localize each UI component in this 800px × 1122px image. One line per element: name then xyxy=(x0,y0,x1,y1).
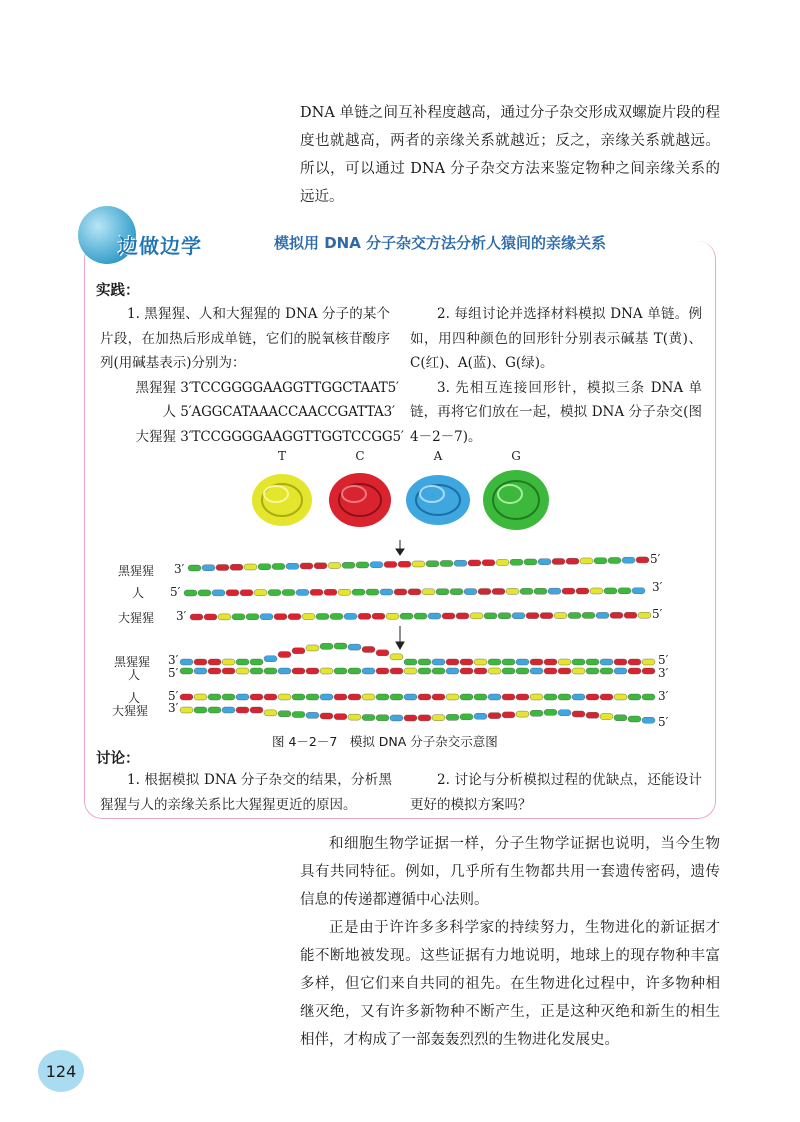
hybrid-human-link xyxy=(362,668,375,674)
strand-human-link xyxy=(436,589,449,595)
strand-gorilla-link xyxy=(260,614,273,620)
hybrid-gorilla-link xyxy=(278,711,291,717)
strand-chimp-link xyxy=(594,558,607,564)
step-2: 2. 每组讨论并选择材料模拟 DNA 单链。例如，用四种颜色的回形针分别表示碱基 T(黄)、C(红)、A(蓝)、G(绿)。 xyxy=(410,306,702,371)
hybrid-human-link xyxy=(306,668,319,674)
hybrid-human2-link xyxy=(558,694,571,700)
label-gorilla: 大猩猩 xyxy=(112,704,149,718)
species-name: 黑猩猩 xyxy=(135,379,176,396)
hybrid-human2-link xyxy=(334,694,347,700)
strand-chimp-link xyxy=(314,563,327,569)
strand-gorilla-link xyxy=(568,612,581,618)
hybrid-gorilla-link xyxy=(544,709,557,715)
hybrid-chimp-link xyxy=(572,659,585,665)
hybrid-chimp-link xyxy=(222,659,235,665)
strand-gorilla-link xyxy=(596,612,609,618)
dna-sequence: 3′TCCGGGGAAGGTTGGTCCGG5′ xyxy=(180,428,404,445)
hybrid-gorilla-link xyxy=(292,712,305,718)
practice-right-column xyxy=(410,302,702,449)
hybrid-chimp-link xyxy=(194,659,207,665)
label-chimp: 黑猩猩 xyxy=(114,655,151,669)
hybrid-human2-link xyxy=(614,694,627,700)
strand-human-link xyxy=(268,590,281,596)
strand-human-link xyxy=(254,590,267,596)
hybrid-gorilla-link xyxy=(180,707,193,713)
strand-human-link xyxy=(604,588,617,594)
end-label: 3′ xyxy=(652,580,663,594)
strand-gorilla-link xyxy=(302,614,315,620)
strand-chimp-link xyxy=(538,559,551,565)
hybrid-gorilla-link xyxy=(390,715,403,721)
hybrid-chimp-link xyxy=(642,659,655,665)
strand-human-link xyxy=(282,590,295,596)
hybrid-chimp-link xyxy=(334,643,347,649)
hybrid-human-link xyxy=(376,668,389,674)
strand-human-link xyxy=(492,588,505,594)
strand-chimp-link xyxy=(552,558,565,564)
hybrid-chimp-link xyxy=(376,650,389,656)
hybrid-gorilla-link xyxy=(460,714,473,720)
hybrid-human-link xyxy=(488,668,501,674)
discussion-left-column xyxy=(100,768,392,817)
hybrid-human2-link xyxy=(376,694,389,700)
paper-clip-piles xyxy=(240,448,560,538)
question-2: 2. 讨论与分析模拟过程的优缺点，还能设计更好的模拟方案吗？ xyxy=(410,772,702,813)
hybrid-human-link xyxy=(586,668,599,674)
strand-chimp-link xyxy=(202,565,215,571)
hybrid-human-link xyxy=(278,668,291,674)
label-chimp: 黑猩猩 xyxy=(118,564,155,578)
hybrid-human-link xyxy=(390,668,403,674)
hybrid-human2-link xyxy=(278,694,291,700)
step-1: 1. 黑猩猩、人和大猩猩的 DNA 分子的某个片段，在加热后形成单链，它们的脱氧核苷酸序列(用碱基表示)分别为： xyxy=(100,306,390,371)
hybrid-chimp-link xyxy=(390,654,403,660)
clip-pile-a xyxy=(406,475,470,525)
end-label: 5′ xyxy=(168,689,179,703)
activity-badge: 边做边学 xyxy=(118,234,202,258)
strand-gorilla-link xyxy=(232,614,245,620)
strand-chimp-link xyxy=(328,562,341,568)
label-human: 人 xyxy=(128,691,141,705)
hybrid-human-link xyxy=(250,668,263,674)
hybrid-human-link xyxy=(208,668,221,674)
strand-human-link xyxy=(338,589,351,595)
label-human: 人 xyxy=(128,668,141,682)
strand-human-link xyxy=(226,590,239,596)
strand-gorilla-link xyxy=(386,613,399,619)
strand-chimp-link xyxy=(482,560,495,566)
hybrid-gorilla-link xyxy=(614,715,627,721)
hybrid-gorilla-link xyxy=(572,711,585,717)
hybrid-human-link xyxy=(558,668,571,674)
hybrid-human-link xyxy=(502,668,515,674)
end-label: 3′ xyxy=(168,701,179,715)
hybrid-human-link xyxy=(194,668,207,674)
practice-left-column xyxy=(100,302,404,449)
hybrid-gorilla-link xyxy=(264,710,277,716)
strand-chimp-link xyxy=(510,559,523,565)
strand-chimp-link xyxy=(188,565,201,571)
hybrid-gorilla-link xyxy=(362,715,375,721)
species-name: 大猩猩 xyxy=(135,428,176,445)
hybrid-human-link xyxy=(348,668,361,674)
hybrid-chimp-link xyxy=(250,659,263,665)
paragraph-2: 和细胞生物学证据一样，分子生物学证据也说明，当今生物具有共同特征。例如，几乎所有生物都共用一套遗传密码，遗传信息的传递都遵循中心法则。 xyxy=(300,836,720,908)
end-label: 5′ xyxy=(658,653,669,667)
hybrid-gorilla-link xyxy=(586,712,599,718)
strand-gorilla-link xyxy=(638,612,651,618)
hybrid-chimp-link xyxy=(488,659,501,665)
end-label: 3′ xyxy=(658,666,669,680)
hybrid-chimp-link xyxy=(474,659,487,665)
strand-gorilla-link xyxy=(470,613,483,619)
strand-chimp-link xyxy=(566,558,579,564)
strand-chimp-link xyxy=(286,563,299,569)
strand-human-link xyxy=(380,589,393,595)
hybrid-human-link xyxy=(628,668,641,674)
hybrid-human2-link xyxy=(306,694,319,700)
hybrid-human2-link xyxy=(404,694,417,700)
hybrid-chimp-link xyxy=(530,659,543,665)
dna-sequence: 3′TCCGGGGAAGGTTGGCTAAT5′ xyxy=(180,379,399,396)
hybrid-human2-link xyxy=(516,694,529,700)
hybrid-human2-link xyxy=(264,694,277,700)
strand-gorilla-link xyxy=(554,613,567,619)
strand-human-link xyxy=(408,589,421,595)
hybrid-human-link xyxy=(292,668,305,674)
hybrid-human2-link xyxy=(502,694,515,700)
hybrid-human-link xyxy=(460,668,473,674)
strand-human-link xyxy=(240,590,253,596)
hybrid-chimp-link xyxy=(348,644,361,650)
hybrid-chimp-link xyxy=(418,659,431,665)
strand-chimp-link xyxy=(608,557,621,563)
hybrid-human2-link xyxy=(586,694,599,700)
hybrid-human2-link xyxy=(446,694,459,700)
hybrid-human2-link xyxy=(390,694,403,700)
hybrid-human2-link xyxy=(488,694,501,700)
hybrid-human-link xyxy=(600,668,613,674)
hybrid-chimp-link xyxy=(516,659,529,665)
hybrid-gorilla-link xyxy=(222,707,235,713)
hybrid-chimp-link xyxy=(460,659,473,665)
hybrid-gorilla-link xyxy=(488,713,501,719)
hybrid-gorilla-link xyxy=(418,715,431,721)
strand-chimp-link xyxy=(622,557,635,563)
strand-human-link xyxy=(352,589,365,595)
hybrid-gorilla-link xyxy=(642,717,655,723)
hybrid-human2-link xyxy=(180,694,193,700)
strand-human-link xyxy=(394,589,407,595)
clip-pile-g xyxy=(483,470,549,530)
strand-gorilla-link xyxy=(190,614,203,620)
strand-human-link xyxy=(520,588,533,594)
clip-label-c: C xyxy=(355,449,365,463)
hybrid-gorilla-link xyxy=(502,712,515,718)
end-label: 3′ xyxy=(174,562,185,576)
hybrid-chimp-link xyxy=(278,651,291,657)
strand-gorilla-link xyxy=(372,613,385,619)
hybrid-human-link xyxy=(544,668,557,674)
sequence-row xyxy=(100,400,395,425)
hybrid-gorilla-link xyxy=(516,711,529,717)
hybrid-human2-link xyxy=(460,694,473,700)
intro-text: DNA 单链之间互补程度越高，通过分子杂交形成双螺旋片段的程度也就越高，两者的亲缘关系就越近；反之，亲缘关系就越远。所以，可以通过 DNA 分子杂交方法来鉴定物种之间亲缘关系的远近。 xyxy=(300,105,720,205)
hybrid-human-link xyxy=(614,668,627,674)
hybrid-chimp-link xyxy=(432,659,445,665)
strand-gorilla-link xyxy=(484,613,497,619)
closing-paragraphs xyxy=(300,830,720,1054)
sequence-row xyxy=(100,376,399,401)
hybrid-chimp-link xyxy=(446,659,459,665)
hybrid-chimp-link xyxy=(404,659,417,665)
strand-chimp-link xyxy=(580,558,593,564)
hybrid-human2-link xyxy=(320,694,333,700)
strand-human-link xyxy=(534,588,547,594)
hybrid-human-link xyxy=(530,668,543,674)
figure-caption: 图 4－2－7 模拟 DNA 分子杂交示意图 xyxy=(272,734,498,749)
page-number: 124 xyxy=(38,1050,84,1092)
strand-chimp-link xyxy=(230,564,243,570)
hybrid-human2-link xyxy=(600,694,613,700)
strand-human-link xyxy=(296,589,309,595)
hybrid-gorilla-link xyxy=(432,715,445,721)
hybrid-human2-link xyxy=(208,694,221,700)
strand-gorilla-link xyxy=(414,613,427,619)
hybrid-gorilla-link xyxy=(600,714,613,720)
hybrid-gorilla-link xyxy=(628,716,641,722)
strand-human-link xyxy=(310,589,323,595)
hybrid-human-link xyxy=(446,668,459,674)
strand-gorilla-link xyxy=(316,613,329,619)
strand-gorilla-link xyxy=(442,613,455,619)
strand-chimp-link xyxy=(468,560,481,566)
label-gorilla: 大猩猩 xyxy=(118,611,155,625)
hybrid-chimp-link xyxy=(292,648,305,654)
end-label: 5′ xyxy=(652,607,663,621)
hybrid-human-link xyxy=(404,668,417,674)
hybrid-gorilla-link xyxy=(306,712,319,718)
hybrid-chimp-link xyxy=(544,659,557,665)
strand-gorilla-link xyxy=(582,612,595,618)
strand-gorilla-link xyxy=(344,613,357,619)
activity-title: 模拟用 DNA 分子杂交方法分析人猿间的亲缘关系 xyxy=(268,232,612,253)
hybrid-chimp-link xyxy=(236,659,249,665)
hybrid-human2-link xyxy=(292,694,305,700)
hybrid-human2-link xyxy=(432,694,445,700)
hybrid-human-link xyxy=(236,668,249,674)
hybrid-gorilla-link xyxy=(376,715,389,721)
end-label: 3′ xyxy=(658,689,669,703)
sequence-row xyxy=(100,425,404,450)
strand-chimp-link xyxy=(272,563,285,569)
hybrid-chimp-link xyxy=(306,645,319,651)
hybrid-human2-link xyxy=(418,694,431,700)
strand-human-link xyxy=(324,589,337,595)
down-arrow-icon xyxy=(396,540,404,555)
strand-human-link xyxy=(366,589,379,595)
strand-chimp-link xyxy=(258,564,271,570)
strand-chimp-link xyxy=(398,561,411,567)
hybrid-human2-link xyxy=(544,694,557,700)
hybrid-human-link xyxy=(642,668,655,674)
hybrid-human2-link xyxy=(628,694,641,700)
strand-chimp-link xyxy=(384,561,397,567)
question-1: 1. 根据模拟 DNA 分子杂交的结果，分析黑猩猩与人的亲缘关系比大猩猩更近的原因。 xyxy=(100,772,392,813)
strand-gorilla-link xyxy=(288,614,301,620)
strand-gorilla-link xyxy=(204,614,217,620)
strand-gorilla-link xyxy=(428,613,441,619)
strand-chimp-link xyxy=(524,559,537,565)
clip-pile-t xyxy=(252,474,312,526)
hybrid-gorilla-link xyxy=(208,707,221,713)
strand-gorilla-link xyxy=(540,613,553,619)
strand-human-link xyxy=(576,588,589,594)
down-arrow-icon xyxy=(396,626,404,649)
strand-human-link xyxy=(464,589,477,595)
end-label: 5′ xyxy=(170,585,181,599)
hybrid-chimp-link xyxy=(600,659,613,665)
strand-human-link xyxy=(548,588,561,594)
strand-gorilla-link xyxy=(456,613,469,619)
strand-human-link xyxy=(212,590,225,596)
strand-gorilla-link xyxy=(218,614,231,620)
hybrid-human2-link xyxy=(530,694,543,700)
hybrid-gorilla-link xyxy=(334,714,347,720)
hybrid-gorilla-link xyxy=(404,715,417,721)
hybrid-human2-link xyxy=(642,694,655,700)
hybrid-chimp-link xyxy=(558,659,571,665)
strand-human-link xyxy=(478,589,491,595)
strand-chimp-link xyxy=(370,562,383,568)
strand-chimp-link xyxy=(426,561,439,567)
end-label: 5′ xyxy=(658,715,669,729)
clip-label-g: G xyxy=(511,449,521,463)
hybrid-gorilla-link xyxy=(320,713,333,719)
strand-human-link xyxy=(506,588,519,594)
strand-human-link xyxy=(422,589,435,595)
hybrid-human-link xyxy=(474,668,487,674)
hybrid-chimp-link xyxy=(264,656,277,662)
hybrid-gorilla-link xyxy=(250,707,263,713)
hybrid-gorilla-link xyxy=(558,710,571,716)
hybrid-gorilla-link xyxy=(194,707,207,713)
hybrid-human2-link xyxy=(250,694,263,700)
hybrid-chimp-link xyxy=(614,659,627,665)
intro-paragraph xyxy=(300,99,720,211)
strand-human-link xyxy=(632,588,645,594)
practice-heading: 实践： xyxy=(96,283,140,299)
strand-gorilla-link xyxy=(274,614,287,620)
strand-human-link xyxy=(198,590,211,596)
strand-chimp-link xyxy=(356,562,369,568)
hybrid-human-link xyxy=(320,668,333,674)
hybrid-gorilla-link xyxy=(446,714,459,720)
strand-gorilla-link xyxy=(498,613,511,619)
hybrid-chimp-link xyxy=(502,659,515,665)
hybrid-human2-link xyxy=(194,694,207,700)
hybrid-human2-link xyxy=(572,694,585,700)
discussion-right-column xyxy=(410,768,702,817)
strand-chimp-link xyxy=(244,564,257,570)
strand-human-link xyxy=(450,589,463,595)
strand-gorilla-link xyxy=(624,612,637,618)
hybrid-human2-link xyxy=(222,694,235,700)
dna-sequence: 5′AGGCATAAACCAACCGATTA3′ xyxy=(180,404,395,420)
paragraph-3: 正是由于许许多多科学家的持续努力，生物进化的新证据才能不断地被发现。这些证据有力地说明，地球上的现存物种丰富多样，但它们来自共同的祖先。在生物进化过程中，许多物种相继灭绝，又有许多新物种不断产生，正是这种灭绝和新生的相生相伴，才构成了一部轰轰烈烈的生物进化发展史。 xyxy=(300,920,720,1048)
end-label: 3′ xyxy=(176,609,187,623)
hybrid-chimp-link xyxy=(586,659,599,665)
strand-gorilla-link xyxy=(246,614,259,620)
strand-gorilla-link xyxy=(512,613,525,619)
label-human: 人 xyxy=(132,586,145,600)
hybrid-chimp-link xyxy=(362,646,375,652)
hybrid-gorilla-link xyxy=(348,714,361,720)
strand-chimp-link xyxy=(454,560,467,566)
hybrid-human-link xyxy=(222,668,235,674)
strand-gorilla-link xyxy=(400,613,413,619)
hybrid-chimp-link xyxy=(628,659,641,665)
hybridization-figure xyxy=(110,540,690,735)
hybrid-chimp-link xyxy=(208,659,221,665)
hybrid-human-link xyxy=(418,668,431,674)
hybrid-gorilla-link xyxy=(530,710,543,716)
hybrid-human-link xyxy=(180,668,193,674)
strand-gorilla-link xyxy=(526,613,539,619)
strand-human-link xyxy=(618,588,631,594)
hybrid-gorilla-link xyxy=(236,707,249,713)
strand-human-link xyxy=(184,590,197,596)
step-3: 3. 先相互连接回形针，模拟三条 DNA 单链，再将它们放在一起，模拟 DNA 分子杂交(图 4－2－7)。 xyxy=(410,379,702,445)
hybrid-human-link xyxy=(264,668,277,674)
hybrid-chimp-link xyxy=(180,659,193,665)
hybrid-human-link xyxy=(432,668,445,674)
strand-chimp-link xyxy=(342,562,355,568)
hybrid-human-link xyxy=(334,668,347,674)
strand-chimp-link xyxy=(636,557,649,563)
hybrid-human-link xyxy=(516,668,529,674)
strand-chimp-link xyxy=(496,559,509,565)
strand-layer xyxy=(180,557,655,723)
end-label: 5′ xyxy=(168,666,179,680)
end-label: 3′ xyxy=(168,653,179,667)
strand-gorilla-link xyxy=(610,612,623,618)
hybrid-human2-link xyxy=(474,694,487,700)
hybrid-human2-link xyxy=(362,694,375,700)
clip-pile-c xyxy=(329,473,391,527)
hybrid-gorilla-link xyxy=(474,713,487,719)
strand-chimp-link xyxy=(440,560,453,566)
strand-gorilla-link xyxy=(358,613,371,619)
strand-chimp-link xyxy=(216,564,229,570)
strand-chimp-link xyxy=(300,563,313,569)
species-name: 人 xyxy=(162,404,176,420)
end-label: 5′ xyxy=(650,552,661,566)
strand-chimp-link xyxy=(412,561,425,567)
hybrid-human-link xyxy=(572,668,585,674)
hybrid-human2-link xyxy=(236,694,249,700)
discussion-heading: 讨论： xyxy=(96,751,140,767)
hybrid-human2-link xyxy=(348,694,361,700)
strand-gorilla-link xyxy=(330,613,343,619)
strand-human-link xyxy=(562,588,575,594)
clip-label-a: A xyxy=(433,449,443,463)
strand-human-link xyxy=(590,588,603,594)
hybrid-chimp-link xyxy=(320,643,333,649)
clip-label-t: T xyxy=(277,449,287,463)
